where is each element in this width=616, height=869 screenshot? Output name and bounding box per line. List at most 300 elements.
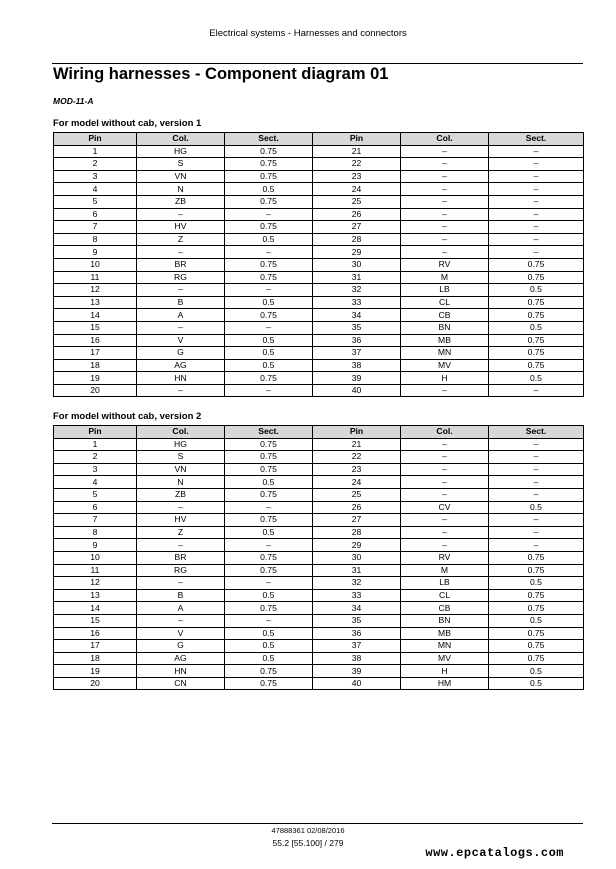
table-cell: HG (137, 438, 225, 451)
table-cell: 37 (313, 640, 401, 653)
table-cell: MB (401, 627, 489, 640)
table-row (54, 372, 584, 385)
table-cell: 0.75 (489, 347, 584, 360)
table-cell: 0.5 (489, 665, 584, 678)
table-row (54, 384, 584, 397)
table-cell: N (137, 183, 225, 196)
table-row (54, 233, 584, 246)
table-row (54, 589, 584, 602)
table-cell: 40 (313, 384, 401, 397)
table-cell: 37 (313, 347, 401, 360)
table-cell: – (137, 539, 225, 552)
table-cell: – (489, 539, 584, 552)
table-cell: 27 (313, 221, 401, 234)
table-cell: – (489, 221, 584, 234)
table-cell: G (137, 640, 225, 653)
column-header: Col. (137, 426, 225, 439)
table-cell: CV (401, 501, 489, 514)
table-cell: 14 (54, 309, 137, 322)
table-cell: – (401, 221, 489, 234)
table-cell: M (401, 271, 489, 284)
table-cell: 0.75 (225, 677, 313, 690)
table-cell: 8 (54, 526, 137, 539)
table-cell: 28 (313, 233, 401, 246)
table-cell: 0.75 (489, 334, 584, 347)
table-cell: B (137, 296, 225, 309)
table-cell: – (489, 170, 584, 183)
table-cell: – (489, 195, 584, 208)
table-cell: 0.75 (489, 258, 584, 271)
table-cell: 34 (313, 602, 401, 615)
table-cell: 0.5 (489, 577, 584, 590)
table-cell: 0.5 (225, 640, 313, 653)
table-cell: 0.5 (225, 359, 313, 372)
table-cell: – (489, 145, 584, 158)
table-cell: MN (401, 347, 489, 360)
table-cell: 0.5 (225, 526, 313, 539)
table-row (54, 501, 584, 514)
running-header: Electrical systems - Harnesses and connectors (209, 28, 407, 39)
table-row (54, 438, 584, 451)
page-title: Wiring harnesses - Component diagram 01 (53, 65, 389, 83)
table-cell: 0.75 (489, 271, 584, 284)
table-row (54, 208, 584, 221)
table-row (54, 602, 584, 615)
table-cell: 20 (54, 677, 137, 690)
table-cell: 3 (54, 170, 137, 183)
table-cell: 29 (313, 539, 401, 552)
table-cell: MV (401, 652, 489, 665)
column-header: Col. (401, 133, 489, 146)
table-cell: 0.5 (225, 233, 313, 246)
table-row (54, 564, 584, 577)
table-cell: – (401, 476, 489, 489)
table-cell: LB (401, 577, 489, 590)
table-cell: – (225, 208, 313, 221)
table-cell: 25 (313, 488, 401, 501)
column-header: Pin (54, 426, 137, 439)
table-cell: – (401, 438, 489, 451)
table-cell: ZB (137, 195, 225, 208)
table-cell: HM (401, 677, 489, 690)
table-cell: 16 (54, 334, 137, 347)
table-cell: – (489, 476, 584, 489)
table-cell: – (401, 514, 489, 527)
table-cell: 7 (54, 514, 137, 527)
table-cell: 35 (313, 614, 401, 627)
table-cell: 27 (313, 514, 401, 527)
table-row (54, 577, 584, 590)
table-row (54, 614, 584, 627)
table-cell: – (137, 577, 225, 590)
table-cell: 0.5 (225, 589, 313, 602)
table-row (54, 296, 584, 309)
table-cell: MV (401, 359, 489, 372)
watermark-text: www.epcatalogs.com (425, 846, 564, 860)
table-cell: – (225, 614, 313, 627)
column-header: Sect. (489, 426, 584, 439)
table-row (54, 221, 584, 234)
table-cell: – (489, 438, 584, 451)
table-cell: RG (137, 564, 225, 577)
table-cell: 0.5 (489, 321, 584, 334)
table-cell: 0.5 (225, 296, 313, 309)
page-number: 55.2 [55.100] / 279 (272, 838, 344, 848)
table-cell: 24 (313, 476, 401, 489)
table-cell: – (489, 233, 584, 246)
table-cell: 8 (54, 233, 137, 246)
table-cell: CB (401, 602, 489, 615)
table-cell: 0.75 (225, 145, 313, 158)
table-cell: – (489, 208, 584, 221)
table-cell: – (225, 501, 313, 514)
table-cell: 21 (313, 145, 401, 158)
section-heading-version-1: For model without cab, version 1 (53, 118, 202, 129)
table-cell: – (489, 183, 584, 196)
table-row (54, 451, 584, 464)
table-cell: 33 (313, 296, 401, 309)
table-cell: – (225, 577, 313, 590)
table-cell: 0.5 (225, 334, 313, 347)
table-cell: 5 (54, 488, 137, 501)
table-cell: – (401, 183, 489, 196)
table-cell: V (137, 627, 225, 640)
table-cell: 18 (54, 359, 137, 372)
table-cell: 24 (313, 183, 401, 196)
table-cell: 0.75 (225, 665, 313, 678)
table-cell: CB (401, 309, 489, 322)
column-header: Sect. (225, 426, 313, 439)
table-cell: HN (137, 372, 225, 385)
table-cell: – (137, 208, 225, 221)
table-cell: S (137, 158, 225, 171)
table-cell: 2 (54, 158, 137, 171)
table-cell: 18 (54, 652, 137, 665)
table-cell: 39 (313, 372, 401, 385)
table-cell: 33 (313, 589, 401, 602)
table-cell: 36 (313, 334, 401, 347)
table-cell: 0.5 (225, 183, 313, 196)
table-cell: 0.75 (489, 551, 584, 564)
table-cell: – (401, 539, 489, 552)
table-cell: H (401, 665, 489, 678)
table-cell: 0.5 (489, 501, 584, 514)
table-cell: – (137, 501, 225, 514)
table-cell: 11 (54, 564, 137, 577)
table-cell: 0.75 (489, 602, 584, 615)
table-cell: 9 (54, 539, 137, 552)
table-cell: RG (137, 271, 225, 284)
table-cell: 12 (54, 577, 137, 590)
table-cell: RV (401, 258, 489, 271)
table-row (54, 347, 584, 360)
table-cell: 0.75 (225, 271, 313, 284)
table-cell: 12 (54, 284, 137, 297)
table-cell: Z (137, 526, 225, 539)
table-cell: – (489, 158, 584, 171)
header-rule (52, 63, 583, 64)
table-cell: – (225, 321, 313, 334)
table-cell: CN (137, 677, 225, 690)
table-cell: – (401, 195, 489, 208)
table-cell: – (401, 170, 489, 183)
table-cell: 0.75 (225, 488, 313, 501)
table-cell: 29 (313, 246, 401, 259)
table-cell: CL (401, 296, 489, 309)
table-row (54, 359, 584, 372)
table-cell: RV (401, 551, 489, 564)
table-cell: 2 (54, 451, 137, 464)
table-cell: AG (137, 359, 225, 372)
table-cell: 0.75 (489, 359, 584, 372)
table-cell: 16 (54, 627, 137, 640)
table-cell: 17 (54, 347, 137, 360)
table-cell: 0.75 (225, 514, 313, 527)
table-cell: 30 (313, 551, 401, 564)
table-cell: 15 (54, 614, 137, 627)
table-cell: 0.75 (225, 309, 313, 322)
table-cell: B (137, 589, 225, 602)
table-cell: HN (137, 665, 225, 678)
table-cell: 21 (313, 438, 401, 451)
table-cell: – (489, 488, 584, 501)
table-cell: 0.5 (489, 677, 584, 690)
table-row (54, 158, 584, 171)
table-cell: 32 (313, 577, 401, 590)
table-row (54, 677, 584, 690)
table-cell: N (137, 476, 225, 489)
table-cell: M (401, 564, 489, 577)
table-row (54, 551, 584, 564)
table-row (54, 170, 584, 183)
column-header: Sect. (225, 133, 313, 146)
table-cell: – (137, 384, 225, 397)
table-cell: 0.5 (489, 372, 584, 385)
table-cell: – (401, 233, 489, 246)
table-header-row (54, 133, 584, 146)
table-cell: – (137, 284, 225, 297)
table-cell: 38 (313, 359, 401, 372)
table-row (54, 284, 584, 297)
table-cell: VN (137, 170, 225, 183)
table-cell: 26 (313, 501, 401, 514)
table-cell: 0.75 (225, 438, 313, 451)
table-cell: – (225, 284, 313, 297)
table-cell: 19 (54, 665, 137, 678)
table-cell: – (401, 145, 489, 158)
table-cell: 0.75 (489, 564, 584, 577)
table-cell: S (137, 451, 225, 464)
table-cell: 4 (54, 183, 137, 196)
table-cell: 0.5 (225, 476, 313, 489)
table-cell: – (401, 526, 489, 539)
table-row (54, 183, 584, 196)
table-row (54, 271, 584, 284)
table-cell: 31 (313, 271, 401, 284)
table-cell: – (137, 321, 225, 334)
table-cell: 0.75 (225, 170, 313, 183)
table-cell: HG (137, 145, 225, 158)
table-row (54, 665, 584, 678)
table-row (54, 246, 584, 259)
table-cell: 31 (313, 564, 401, 577)
table-cell: – (489, 526, 584, 539)
table-cell: CL (401, 589, 489, 602)
column-header: Pin (54, 133, 137, 146)
table-cell: Z (137, 233, 225, 246)
table-cell: 0.75 (489, 296, 584, 309)
table-cell: MN (401, 640, 489, 653)
table-cell: – (225, 246, 313, 259)
table-cell: 0.75 (489, 652, 584, 665)
table-cell: 35 (313, 321, 401, 334)
table-row (54, 309, 584, 322)
document-number: 47888361 02/08/2016 (271, 826, 345, 835)
column-header: Col. (137, 133, 225, 146)
table-cell: 32 (313, 284, 401, 297)
table-cell: 15 (54, 321, 137, 334)
table-cell: 0.5 (225, 347, 313, 360)
table-cell: 0.75 (225, 564, 313, 577)
column-header: Sect. (489, 133, 584, 146)
table-cell: MB (401, 334, 489, 347)
table-row (54, 514, 584, 527)
table-row (54, 145, 584, 158)
table-row (54, 334, 584, 347)
table-cell: 13 (54, 296, 137, 309)
table-cell: – (225, 384, 313, 397)
table-cell: BN (401, 614, 489, 627)
table-cell: HV (137, 221, 225, 234)
table-header-row (54, 426, 584, 439)
table-cell: 10 (54, 551, 137, 564)
table-cell: BR (137, 258, 225, 271)
table-cell: 0.5 (489, 284, 584, 297)
table-cell: – (489, 246, 584, 259)
table-cell: 0.75 (225, 195, 313, 208)
table-cell: 13 (54, 589, 137, 602)
table-row (54, 488, 584, 501)
table-cell: H (401, 372, 489, 385)
table-row (54, 476, 584, 489)
table-row (54, 627, 584, 640)
section-heading-version-2: For model without cab, version 2 (53, 411, 202, 422)
table-row (54, 463, 584, 476)
table-cell: 39 (313, 665, 401, 678)
table-cell: 30 (313, 258, 401, 271)
table-cell: G (137, 347, 225, 360)
table-cell: – (225, 539, 313, 552)
table-cell: 0.5 (489, 614, 584, 627)
table-cell: 22 (313, 158, 401, 171)
pin-table-version-2 (53, 425, 584, 690)
table-cell: 0.75 (489, 309, 584, 322)
table-cell: 7 (54, 221, 137, 234)
table-cell: 6 (54, 501, 137, 514)
table-cell: 19 (54, 372, 137, 385)
table-cell: – (489, 451, 584, 464)
table-cell: 28 (313, 526, 401, 539)
table-cell: 0.75 (225, 221, 313, 234)
table-row (54, 652, 584, 665)
table-cell: A (137, 602, 225, 615)
table-cell: – (401, 384, 489, 397)
table-cell: 0.75 (225, 158, 313, 171)
table-cell: – (401, 488, 489, 501)
table-cell: 3 (54, 463, 137, 476)
table-cell: 23 (313, 170, 401, 183)
table-cell: 5 (54, 195, 137, 208)
table-cell: 23 (313, 463, 401, 476)
table-cell: – (137, 246, 225, 259)
table-cell: ZB (137, 488, 225, 501)
table-cell: BN (401, 321, 489, 334)
table-cell: 0.75 (225, 602, 313, 615)
table-cell: 6 (54, 208, 137, 221)
table-cell: 1 (54, 145, 137, 158)
table-cell: – (401, 158, 489, 171)
table-cell: 0.75 (225, 551, 313, 564)
table-cell: 0.5 (225, 627, 313, 640)
table-cell: V (137, 334, 225, 347)
table-cell: VN (137, 463, 225, 476)
table-cell: – (489, 514, 584, 527)
table-cell: – (401, 451, 489, 464)
table-cell: – (137, 614, 225, 627)
table-cell: 0.75 (489, 589, 584, 602)
table-cell: 0.75 (225, 258, 313, 271)
table-cell: 0.5 (225, 652, 313, 665)
column-header: Col. (401, 426, 489, 439)
table-cell: 25 (313, 195, 401, 208)
table-cell: 0.75 (225, 372, 313, 385)
table-cell: A (137, 309, 225, 322)
table-cell: 0.75 (225, 463, 313, 476)
table-row (54, 258, 584, 271)
table-cell: 0.75 (489, 640, 584, 653)
model-code: MOD-11-A (53, 96, 94, 106)
table-cell: – (489, 463, 584, 476)
table-cell: 11 (54, 271, 137, 284)
table-cell: 0.75 (489, 627, 584, 640)
table-cell: 1 (54, 438, 137, 451)
table-cell: 4 (54, 476, 137, 489)
table-row (54, 321, 584, 334)
table-row (54, 526, 584, 539)
table-cell: – (401, 246, 489, 259)
table-cell: 17 (54, 640, 137, 653)
table-cell: 36 (313, 627, 401, 640)
footer-rule (52, 823, 583, 824)
table-cell: 26 (313, 208, 401, 221)
table-cell: 38 (313, 652, 401, 665)
table-cell: 40 (313, 677, 401, 690)
table-cell: 14 (54, 602, 137, 615)
column-header: Pin (313, 426, 401, 439)
table-row (54, 640, 584, 653)
table-cell: 34 (313, 309, 401, 322)
table-cell: – (401, 208, 489, 221)
table-cell: HV (137, 514, 225, 527)
table-cell: 22 (313, 451, 401, 464)
table-cell: – (489, 384, 584, 397)
column-header: Pin (313, 133, 401, 146)
pin-table-version-1 (53, 132, 584, 397)
table-cell: 9 (54, 246, 137, 259)
table-cell: 0.75 (225, 451, 313, 464)
table-cell: BR (137, 551, 225, 564)
table-cell: – (401, 463, 489, 476)
